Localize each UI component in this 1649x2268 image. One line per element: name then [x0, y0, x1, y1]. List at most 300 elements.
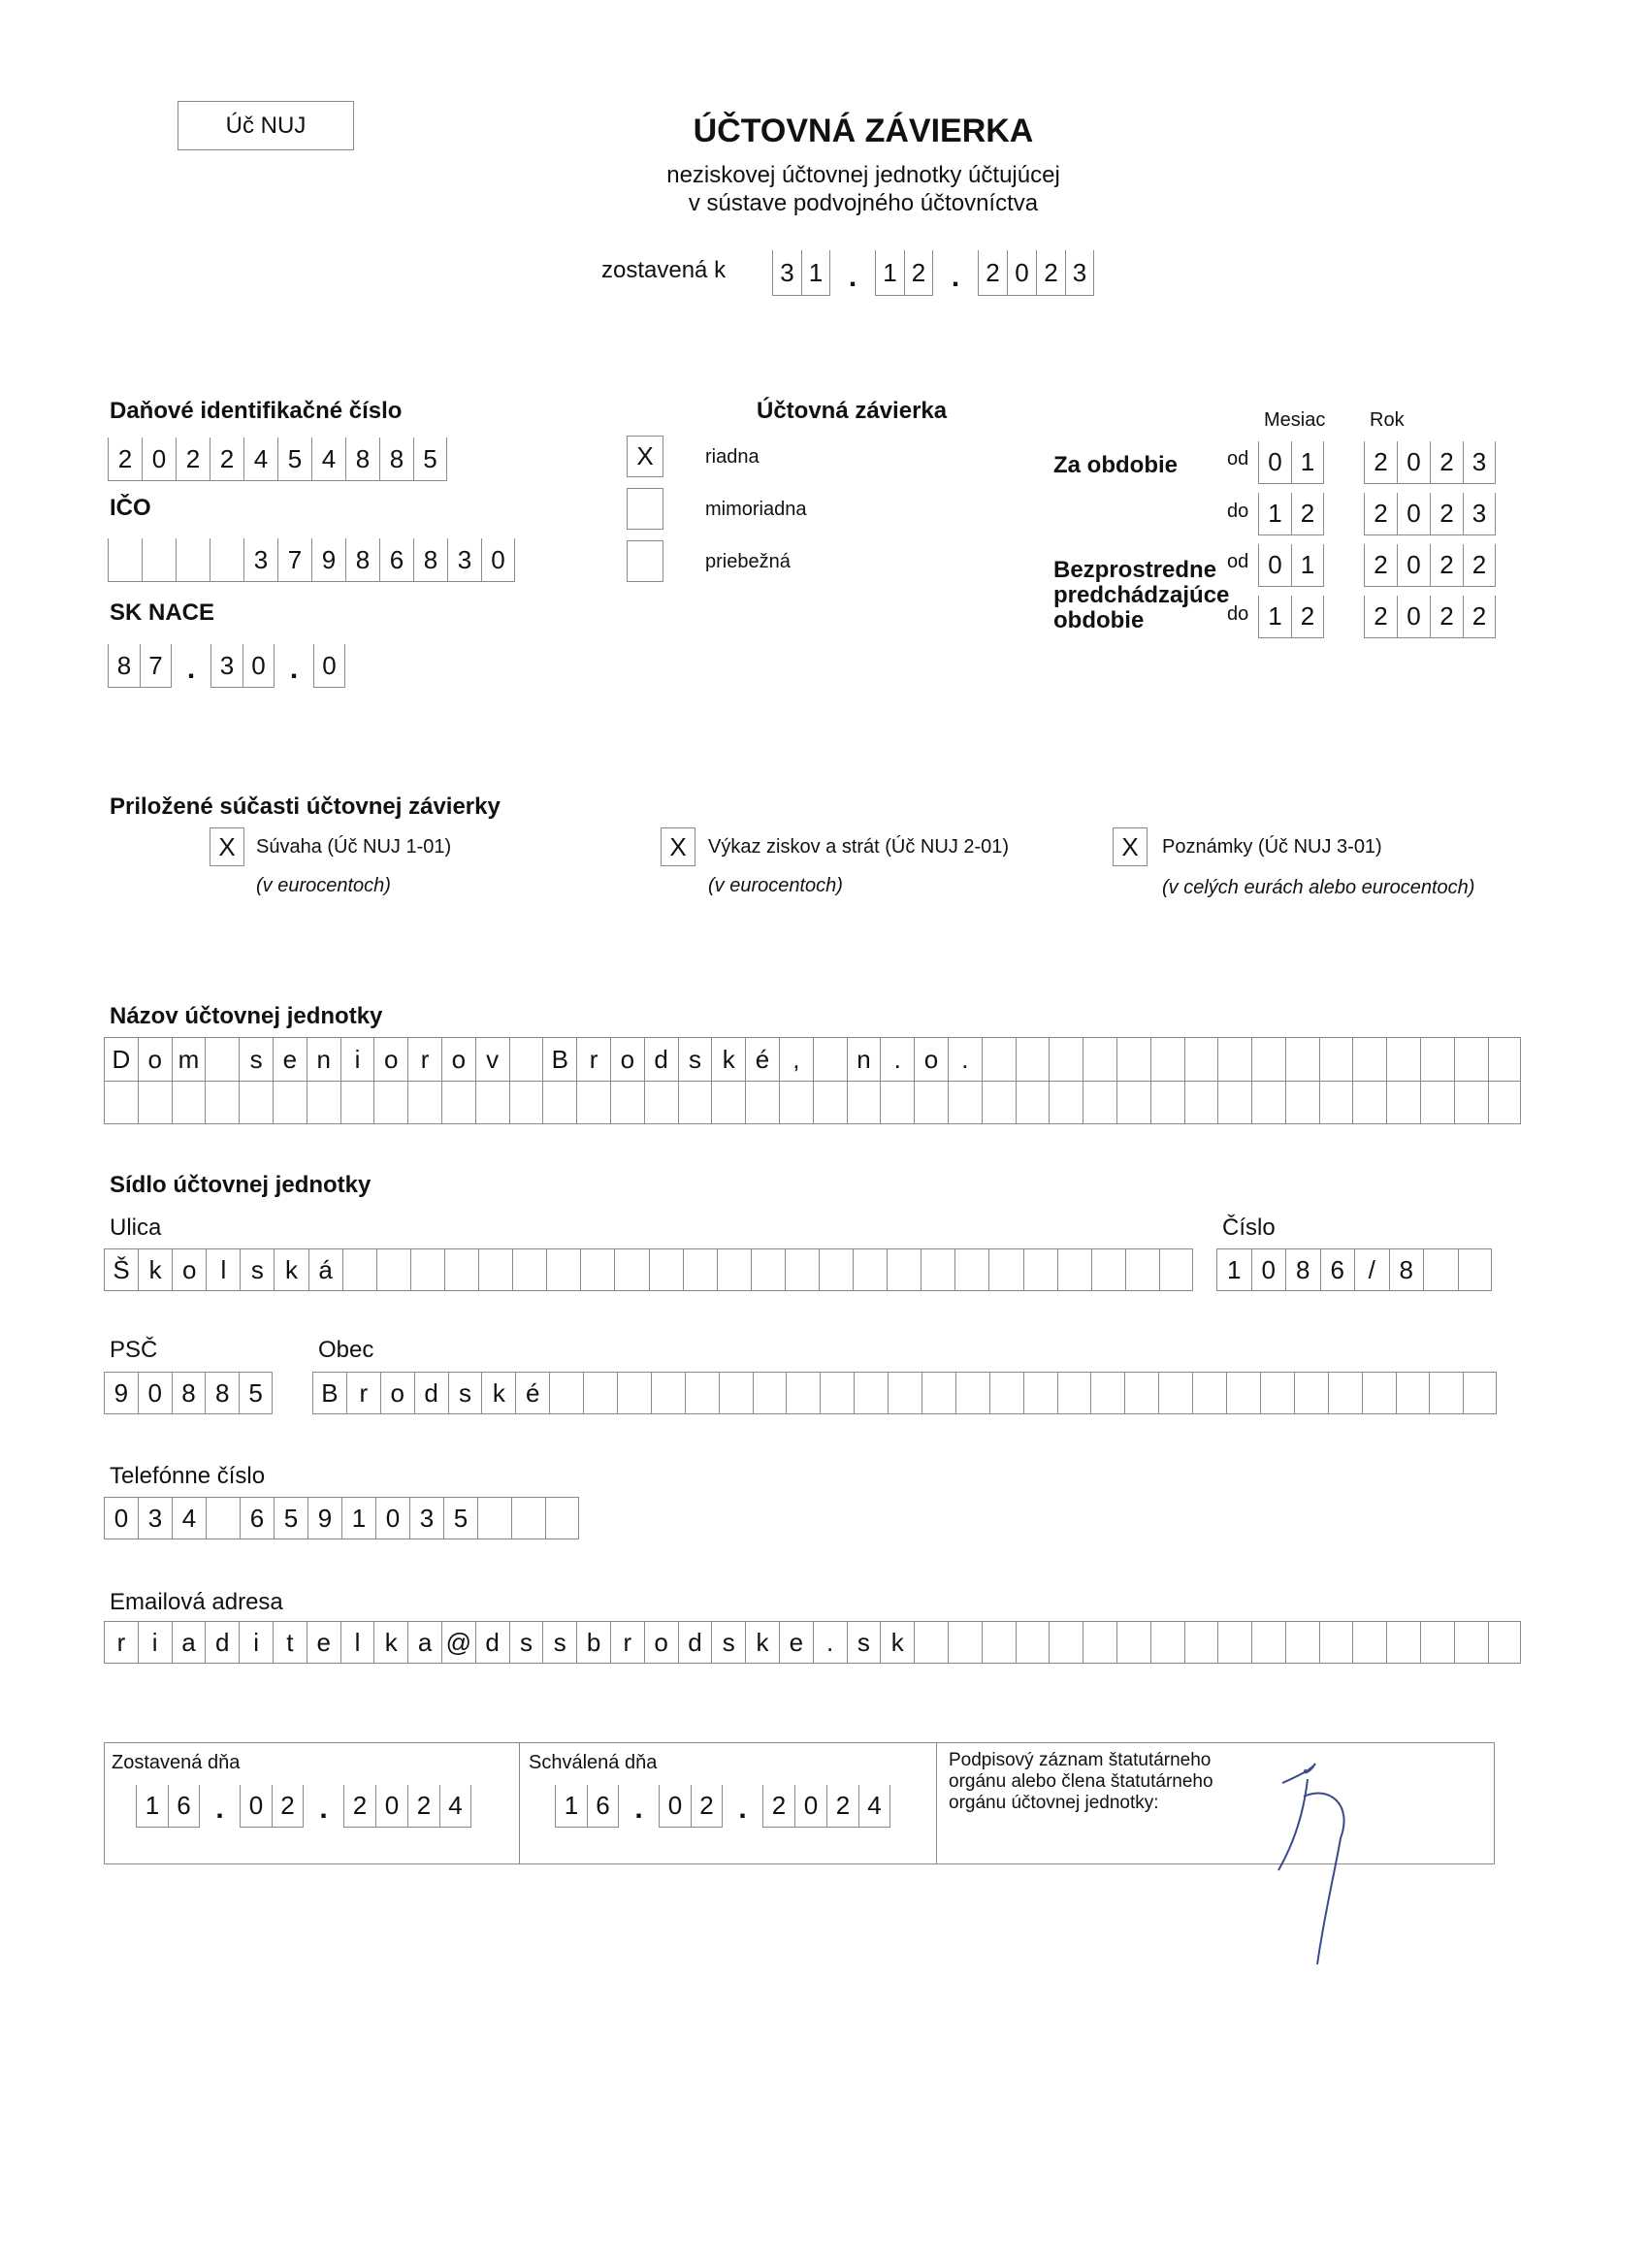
char-cell[interactable]: 2 [1364, 596, 1397, 638]
date-cell[interactable]: 2 [978, 250, 1007, 296]
char-cell[interactable] [1184, 1621, 1218, 1664]
char-cell[interactable]: l [206, 1248, 240, 1291]
char-cell[interactable] [477, 1497, 511, 1539]
char-cell[interactable]: 2 [1463, 596, 1496, 638]
char-cell[interactable]: é [745, 1037, 779, 1082]
nace-cell[interactable]: 0 [242, 644, 275, 688]
char-cell[interactable] [1285, 1621, 1319, 1664]
char-cell[interactable] [205, 1082, 239, 1124]
date-cell[interactable]: 2 [1036, 250, 1065, 296]
char-cell[interactable] [1319, 1037, 1353, 1082]
char-cell[interactable]: r [610, 1621, 644, 1664]
char-cell[interactable] [982, 1037, 1016, 1082]
char-cell[interactable] [948, 1621, 982, 1664]
char-cell[interactable]: a [407, 1621, 441, 1664]
date-cell[interactable]: 2 [762, 1785, 794, 1828]
char-cell[interactable]: l [340, 1621, 374, 1664]
char-cell[interactable]: 8 [345, 538, 379, 582]
char-cell[interactable] [914, 1621, 948, 1664]
char-cell[interactable] [340, 1082, 374, 1124]
char-cell[interactable]: o [373, 1037, 407, 1082]
char-cell[interactable] [576, 1082, 610, 1124]
char-cell[interactable]: 2 [1364, 493, 1397, 535]
char-cell[interactable] [847, 1082, 881, 1124]
char-cell[interactable] [1159, 1248, 1193, 1291]
char-cell[interactable]: n [847, 1037, 881, 1082]
char-cell[interactable]: 0 [1397, 596, 1430, 638]
char-cell[interactable] [1049, 1082, 1083, 1124]
date-cell[interactable]: 2 [904, 250, 933, 296]
compiled-date[interactable] [772, 250, 1094, 296]
compiled-on-date[interactable] [136, 1785, 471, 1828]
date-cell[interactable]: 3 [1065, 250, 1094, 296]
char-cell[interactable] [813, 1037, 847, 1082]
char-cell[interactable]: k [138, 1248, 172, 1291]
ico-field[interactable] [108, 538, 515, 582]
char-cell[interactable]: á [308, 1248, 342, 1291]
char-cell[interactable]: 0 [1397, 544, 1430, 587]
char-cell[interactable]: a [172, 1621, 206, 1664]
char-cell[interactable]: d [205, 1621, 239, 1664]
char-cell[interactable]: 7 [277, 538, 311, 582]
email-field[interactable] [104, 1621, 1521, 1664]
char-cell[interactable]: 0 [1397, 493, 1430, 535]
char-cell[interactable]: s [847, 1621, 881, 1664]
char-cell[interactable] [1488, 1037, 1522, 1082]
prev-from-month[interactable] [1258, 544, 1324, 587]
char-cell[interactable] [854, 1372, 888, 1414]
char-cell[interactable] [685, 1372, 719, 1414]
char-cell[interactable] [745, 1082, 779, 1124]
char-cell[interactable] [549, 1372, 583, 1414]
char-cell[interactable] [813, 1082, 847, 1124]
char-cell[interactable] [1294, 1372, 1328, 1414]
char-cell[interactable] [1226, 1372, 1260, 1414]
closing-type-checkbox[interactable] [627, 540, 663, 582]
char-cell[interactable] [779, 1082, 813, 1124]
char-cell[interactable] [444, 1248, 478, 1291]
char-cell[interactable] [1184, 1037, 1218, 1082]
char-cell[interactable]: o [644, 1621, 678, 1664]
char-cell[interactable] [1429, 1372, 1463, 1414]
char-cell[interactable] [651, 1372, 685, 1414]
char-cell[interactable] [509, 1037, 543, 1082]
char-cell[interactable] [1116, 1037, 1150, 1082]
char-cell[interactable]: 1 [1291, 441, 1324, 484]
nace-cell[interactable]: 0 [313, 644, 345, 688]
phone-field[interactable] [104, 1497, 579, 1539]
char-cell[interactable] [1016, 1082, 1050, 1124]
char-cell[interactable] [142, 538, 176, 582]
char-cell[interactable]: 9 [307, 1497, 341, 1539]
char-cell[interactable]: 3 [409, 1497, 443, 1539]
char-cell[interactable]: 2 [1430, 493, 1463, 535]
char-cell[interactable]: 3 [138, 1497, 172, 1539]
char-cell[interactable]: 8 [1285, 1248, 1320, 1291]
char-cell[interactable]: 1 [341, 1497, 375, 1539]
char-cell[interactable] [138, 1082, 172, 1124]
char-cell[interactable]: 0 [104, 1497, 138, 1539]
char-cell[interactable]: D [104, 1037, 138, 1082]
char-cell[interactable]: s [678, 1037, 712, 1082]
char-cell[interactable] [1016, 1037, 1050, 1082]
char-cell[interactable] [407, 1082, 441, 1124]
dic-field[interactable] [108, 437, 447, 481]
char-cell[interactable]: 2 [1364, 544, 1397, 587]
char-cell[interactable]: 4 [311, 437, 345, 481]
char-cell[interactable]: 1 [1291, 544, 1324, 587]
char-cell[interactable] [478, 1248, 512, 1291]
char-cell[interactable] [617, 1372, 651, 1414]
char-cell[interactable]: e [307, 1621, 340, 1664]
date-cell[interactable]: 0 [240, 1785, 272, 1828]
char-cell[interactable] [785, 1248, 819, 1291]
char-cell[interactable] [342, 1248, 376, 1291]
char-cell[interactable]: 3 [243, 538, 277, 582]
char-cell[interactable] [1386, 1621, 1420, 1664]
char-cell[interactable] [1285, 1037, 1319, 1082]
char-cell[interactable] [982, 1082, 1016, 1124]
char-cell[interactable]: 0 [1258, 441, 1291, 484]
char-cell[interactable]: r [407, 1037, 441, 1082]
char-cell[interactable]: e [273, 1037, 307, 1082]
char-cell[interactable]: s [448, 1372, 482, 1414]
char-cell[interactable]: 5 [274, 1497, 307, 1539]
char-cell[interactable]: B [542, 1037, 576, 1082]
char-cell[interactable]: k [373, 1621, 407, 1664]
char-cell[interactable]: 2 [1430, 441, 1463, 484]
char-cell[interactable] [239, 1082, 273, 1124]
char-cell[interactable]: s [711, 1621, 745, 1664]
char-cell[interactable] [1251, 1621, 1285, 1664]
prev-from-year[interactable] [1364, 544, 1496, 587]
attachment-checkbox[interactable] [1113, 827, 1148, 866]
char-cell[interactable] [475, 1082, 509, 1124]
date-cell[interactable]: 0 [659, 1785, 691, 1828]
char-cell[interactable]: . [813, 1621, 847, 1664]
char-cell[interactable] [1251, 1082, 1285, 1124]
char-cell[interactable] [751, 1248, 785, 1291]
char-cell[interactable]: 8 [413, 538, 447, 582]
char-cell[interactable] [717, 1248, 751, 1291]
char-cell[interactable]: é [515, 1372, 549, 1414]
char-cell[interactable] [988, 1248, 1022, 1291]
char-cell[interactable] [1319, 1082, 1353, 1124]
nace-cell[interactable]: 3 [210, 644, 242, 688]
char-cell[interactable]: o [138, 1037, 172, 1082]
char-cell[interactable] [441, 1082, 475, 1124]
char-cell[interactable] [410, 1248, 444, 1291]
char-cell[interactable]: i [340, 1037, 374, 1082]
char-cell[interactable]: 8 [1389, 1248, 1424, 1291]
char-cell[interactable]: 0 [375, 1497, 409, 1539]
char-cell[interactable] [542, 1082, 576, 1124]
current-to-month[interactable] [1258, 493, 1324, 535]
char-cell[interactable]: 5 [413, 437, 447, 481]
nace-cell[interactable]: 8 [108, 644, 140, 688]
char-cell[interactable]: 8 [345, 437, 379, 481]
char-cell[interactable] [511, 1497, 545, 1539]
date-cell[interactable]: 0 [375, 1785, 407, 1828]
char-cell[interactable]: 5 [239, 1372, 273, 1414]
char-cell[interactable] [1420, 1082, 1454, 1124]
char-cell[interactable] [1423, 1248, 1458, 1291]
date-cell[interactable]: 2 [826, 1785, 858, 1828]
char-cell[interactable]: s [542, 1621, 576, 1664]
current-to-year[interactable] [1364, 493, 1496, 535]
char-cell[interactable]: 9 [104, 1372, 138, 1414]
char-cell[interactable] [1049, 1621, 1083, 1664]
date-cell[interactable]: 1 [136, 1785, 168, 1828]
char-cell[interactable] [853, 1248, 887, 1291]
char-cell[interactable]: b [576, 1621, 610, 1664]
char-cell[interactable]: 3 [447, 538, 481, 582]
char-cell[interactable]: 6 [240, 1497, 274, 1539]
char-cell[interactable] [580, 1248, 614, 1291]
char-cell[interactable] [1057, 1372, 1091, 1414]
date-cell[interactable]: 1 [801, 250, 830, 296]
char-cell[interactable] [649, 1248, 683, 1291]
char-cell[interactable]: m [172, 1037, 206, 1082]
char-cell[interactable] [1454, 1621, 1488, 1664]
char-cell[interactable]: s [239, 1037, 273, 1082]
char-cell[interactable]: d [414, 1372, 448, 1414]
number-field[interactable] [1216, 1248, 1492, 1291]
char-cell[interactable]: r [104, 1621, 138, 1664]
char-cell[interactable]: r [576, 1037, 610, 1082]
char-cell[interactable] [914, 1082, 948, 1124]
date-cell[interactable]: 1 [875, 250, 904, 296]
char-cell[interactable] [921, 1248, 954, 1291]
char-cell[interactable]: o [441, 1037, 475, 1082]
char-cell[interactable] [1420, 1621, 1454, 1664]
char-cell[interactable] [644, 1082, 678, 1124]
char-cell[interactable] [1023, 1372, 1057, 1414]
char-cell[interactable]: , [779, 1037, 813, 1082]
char-cell[interactable]: 3 [1463, 441, 1496, 484]
char-cell[interactable]: 2 [1364, 441, 1397, 484]
char-cell[interactable] [1217, 1037, 1251, 1082]
char-cell[interactable] [205, 1037, 239, 1082]
char-cell[interactable] [955, 1372, 989, 1414]
char-cell[interactable] [172, 1082, 206, 1124]
char-cell[interactable] [683, 1248, 717, 1291]
nace-field[interactable] [108, 644, 345, 688]
char-cell[interactable] [1328, 1372, 1362, 1414]
psc-field[interactable] [104, 1372, 273, 1414]
char-cell[interactable] [1454, 1037, 1488, 1082]
char-cell[interactable] [1396, 1372, 1430, 1414]
char-cell[interactable]: 8 [379, 437, 413, 481]
date-cell[interactable]: 4 [439, 1785, 471, 1828]
date-cell[interactable]: 2 [691, 1785, 723, 1828]
char-cell[interactable] [108, 538, 142, 582]
char-cell[interactable]: i [138, 1621, 172, 1664]
char-cell[interactable]: / [1354, 1248, 1389, 1291]
char-cell[interactable] [711, 1082, 745, 1124]
prev-to-year[interactable] [1364, 596, 1496, 638]
char-cell[interactable] [610, 1082, 644, 1124]
char-cell[interactable] [546, 1248, 580, 1291]
prev-to-month[interactable] [1258, 596, 1324, 638]
date-cell[interactable]: 2 [407, 1785, 439, 1828]
char-cell[interactable] [1083, 1082, 1116, 1124]
char-cell[interactable] [206, 1497, 240, 1539]
char-cell[interactable] [373, 1082, 407, 1124]
char-cell[interactable] [273, 1082, 307, 1124]
char-cell[interactable]: 2 [176, 437, 210, 481]
char-cell[interactable] [948, 1082, 982, 1124]
char-cell[interactable] [1352, 1037, 1386, 1082]
date-cell[interactable]: 3 [772, 250, 801, 296]
current-from-year[interactable] [1364, 441, 1496, 484]
char-cell[interactable]: 3 [1463, 493, 1496, 535]
char-cell[interactable] [1251, 1037, 1285, 1082]
char-cell[interactable] [1158, 1372, 1192, 1414]
char-cell[interactable]: 2 [108, 437, 142, 481]
char-cell[interactable]: k [711, 1037, 745, 1082]
char-cell[interactable] [1184, 1082, 1218, 1124]
char-cell[interactable]: 8 [205, 1372, 239, 1414]
date-cell[interactable]: 0 [794, 1785, 826, 1828]
char-cell[interactable] [1016, 1621, 1050, 1664]
char-cell[interactable] [1150, 1621, 1184, 1664]
char-cell[interactable] [786, 1372, 820, 1414]
char-cell[interactable] [954, 1248, 988, 1291]
char-cell[interactable]: 4 [172, 1497, 206, 1539]
char-cell[interactable]: . [948, 1037, 982, 1082]
char-cell[interactable]: 0 [481, 538, 515, 582]
char-cell[interactable] [1352, 1621, 1386, 1664]
char-cell[interactable] [1217, 1082, 1251, 1124]
date-cell[interactable]: 0 [1007, 250, 1036, 296]
char-cell[interactable]: k [745, 1621, 779, 1664]
char-cell[interactable] [545, 1497, 579, 1539]
char-cell[interactable]: k [481, 1372, 515, 1414]
char-cell[interactable]: s [240, 1248, 274, 1291]
char-cell[interactable] [1023, 1248, 1057, 1291]
char-cell[interactable]: 0 [138, 1372, 172, 1414]
char-cell[interactable] [104, 1082, 138, 1124]
char-cell[interactable] [888, 1372, 922, 1414]
char-cell[interactable]: @ [441, 1621, 475, 1664]
char-cell[interactable] [753, 1372, 787, 1414]
char-cell[interactable]: k [274, 1248, 307, 1291]
attachment-checkbox[interactable] [661, 827, 695, 866]
char-cell[interactable] [1463, 1372, 1497, 1414]
entity-name-row1[interactable] [104, 1037, 1521, 1082]
closing-type-checkbox[interactable] [627, 436, 663, 477]
char-cell[interactable] [1260, 1372, 1294, 1414]
char-cell[interactable]: 0 [142, 437, 176, 481]
char-cell[interactable] [1116, 1621, 1150, 1664]
char-cell[interactable]: o [172, 1248, 206, 1291]
char-cell[interactable] [176, 538, 210, 582]
char-cell[interactable] [614, 1248, 648, 1291]
char-cell[interactable] [1124, 1372, 1158, 1414]
char-cell[interactable] [376, 1248, 410, 1291]
char-cell[interactable]: s [509, 1621, 543, 1664]
char-cell[interactable]: 6 [1320, 1248, 1355, 1291]
char-cell[interactable] [1488, 1621, 1522, 1664]
char-cell[interactable]: o [610, 1037, 644, 1082]
attachment-checkbox[interactable] [210, 827, 244, 866]
char-cell[interactable]: o [914, 1037, 948, 1082]
char-cell[interactable]: k [880, 1621, 914, 1664]
char-cell[interactable] [678, 1082, 712, 1124]
char-cell[interactable] [1150, 1037, 1184, 1082]
char-cell[interactable] [1454, 1082, 1488, 1124]
char-cell[interactable] [1319, 1621, 1353, 1664]
char-cell[interactable]: 6 [379, 538, 413, 582]
date-cell[interactable]: 2 [272, 1785, 304, 1828]
char-cell[interactable]: 0 [1258, 544, 1291, 587]
char-cell[interactable]: o [380, 1372, 414, 1414]
char-cell[interactable] [1091, 1248, 1125, 1291]
char-cell[interactable] [1488, 1082, 1522, 1124]
char-cell[interactable] [1285, 1082, 1319, 1124]
char-cell[interactable]: 9 [311, 538, 345, 582]
char-cell[interactable]: d [475, 1621, 509, 1664]
char-cell[interactable]: 0 [1251, 1248, 1286, 1291]
char-cell[interactable] [1116, 1082, 1150, 1124]
date-cell[interactable]: 1 [555, 1785, 587, 1828]
char-cell[interactable] [1150, 1082, 1184, 1124]
char-cell[interactable] [1386, 1037, 1420, 1082]
char-cell[interactable] [820, 1372, 854, 1414]
date-cell[interactable]: 6 [168, 1785, 200, 1828]
char-cell[interactable]: 0 [1397, 441, 1430, 484]
char-cell[interactable] [922, 1372, 955, 1414]
char-cell[interactable] [719, 1372, 753, 1414]
char-cell[interactable]: 2 [1430, 596, 1463, 638]
closing-type-checkbox[interactable] [627, 488, 663, 530]
char-cell[interactable] [1458, 1248, 1493, 1291]
char-cell[interactable]: n [307, 1037, 340, 1082]
char-cell[interactable] [1192, 1372, 1226, 1414]
char-cell[interactable] [509, 1082, 543, 1124]
char-cell[interactable] [1125, 1248, 1159, 1291]
char-cell[interactable] [1352, 1082, 1386, 1124]
date-cell[interactable]: 6 [587, 1785, 619, 1828]
char-cell[interactable] [982, 1621, 1016, 1664]
date-cell[interactable]: 2 [343, 1785, 375, 1828]
char-cell[interactable]: 1 [1258, 596, 1291, 638]
char-cell[interactable]: 2 [1291, 596, 1324, 638]
current-from-month[interactable] [1258, 441, 1324, 484]
street-field[interactable] [104, 1248, 1193, 1291]
char-cell[interactable]: r [346, 1372, 380, 1414]
char-cell[interactable] [819, 1248, 853, 1291]
char-cell[interactable] [887, 1248, 921, 1291]
char-cell[interactable]: 2 [1291, 493, 1324, 535]
char-cell[interactable]: B [312, 1372, 346, 1414]
char-cell[interactable] [1083, 1621, 1116, 1664]
char-cell[interactable] [989, 1372, 1023, 1414]
char-cell[interactable] [307, 1082, 340, 1124]
char-cell[interactable] [880, 1082, 914, 1124]
char-cell[interactable]: i [239, 1621, 273, 1664]
approved-on-date[interactable] [555, 1785, 890, 1828]
char-cell[interactable]: t [273, 1621, 307, 1664]
char-cell[interactable]: d [678, 1621, 712, 1664]
char-cell[interactable] [1049, 1037, 1083, 1082]
char-cell[interactable] [512, 1248, 546, 1291]
char-cell[interactable]: Š [104, 1248, 138, 1291]
char-cell[interactable] [1083, 1037, 1116, 1082]
char-cell[interactable] [1057, 1248, 1091, 1291]
city-field[interactable] [312, 1372, 1497, 1414]
